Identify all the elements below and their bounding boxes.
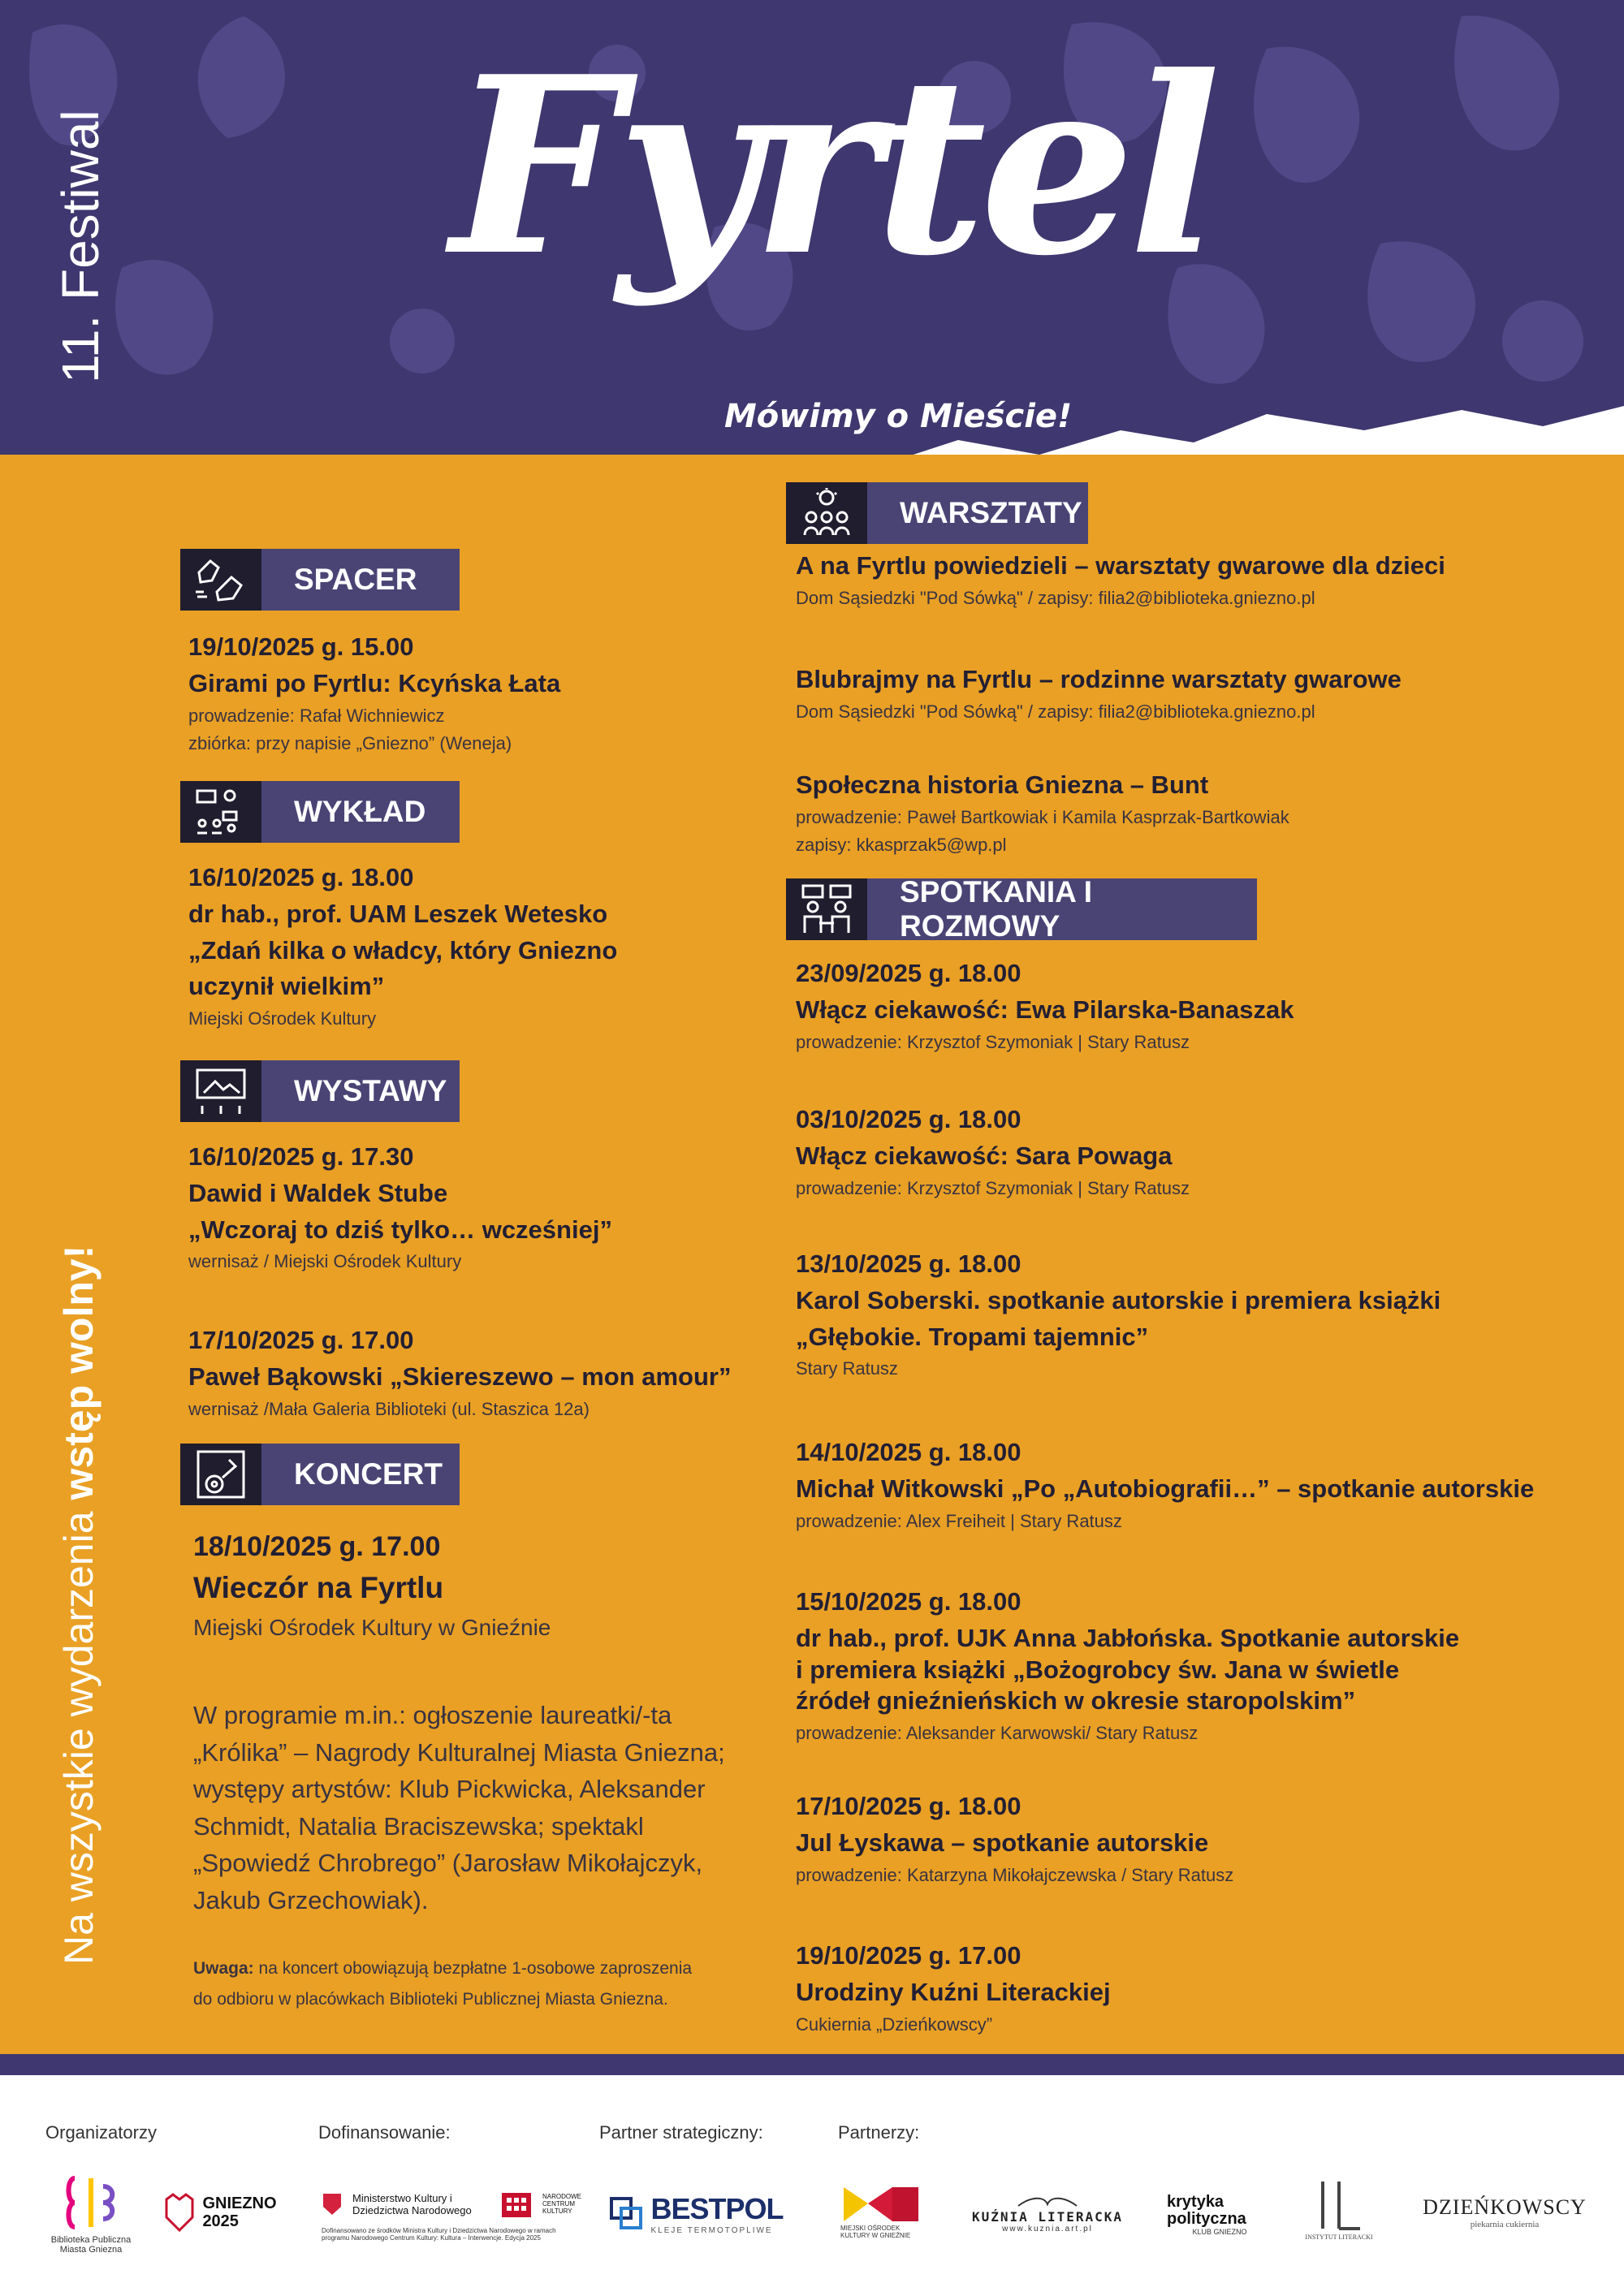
event-date: 19/10/2025 g. 15.00 xyxy=(188,632,414,661)
festival-subtitle: Mówimy o Mieście! xyxy=(724,398,1073,435)
event-title-line: Jul Łyskawa – spotkanie autorskie xyxy=(796,1828,1209,1857)
note-label: Uwaga: xyxy=(193,1959,254,1978)
exhibition-icon xyxy=(180,1060,261,1122)
event-title-line: Włącz ciekawość: Ewa Pilarska-Banaszak xyxy=(796,995,1294,1024)
koncert-event xyxy=(193,1530,551,1647)
description-line: Jakub Grzechowiak). xyxy=(193,1885,429,1914)
event-title-line: „Wczoraj to dziś tylko… wcześniej” xyxy=(188,1215,612,1244)
event-date: 19/10/2025 g. 17.00 xyxy=(796,1941,1021,1970)
event-note: zapisy: kkasprzak5@wp.pl xyxy=(796,835,1007,856)
strategic-partner-label: Partner strategiczny: xyxy=(599,2122,763,2143)
organizers-label: Organizatorzy xyxy=(45,2122,157,2143)
event-note: Stary Ratusz xyxy=(796,1358,898,1379)
spacer-event xyxy=(188,632,560,761)
mok-logo: MIEJSKI OŚRODEK KULTURY W GNIEŹNIE xyxy=(836,2173,926,2250)
description-line: Schmidt, Natalia Braciszewska; spektakl xyxy=(193,1811,644,1841)
event-title: A na Fyrtlu powiedzieli – warsztaty gwarowe dla dzieci xyxy=(796,551,1445,580)
event-title-line: Karol Soberski. spotkanie autorskie i premiera książki xyxy=(796,1285,1441,1314)
event-note: wernisaż / Miejski Ośrodek Kultury xyxy=(188,1251,462,1272)
wystawa-event xyxy=(188,1142,612,1279)
ministry-logo: Ministerstwo Kultury i Dziedzictwa Narodowego NARODOWE CENTRUM KULTURY Dofinansowano ze środków Ministra Kultury i Dziedzictwa Narodowego w ramach programu Narodowego Centrum Kultury: Kultura – Interwencje. Edycja 2025 xyxy=(322,2191,581,2242)
section-spotkania-label: SPOTKANIA I ROZMOWY xyxy=(867,878,1257,940)
event-title: Blubrajmy na Fyrtlu – rodzinne warsztaty gwarowe xyxy=(796,665,1402,693)
event-note: Cukiernia „Dzieńkowscy” xyxy=(796,2013,993,2035)
event-date: 23/09/2025 g. 18.00 xyxy=(796,959,1021,987)
event-place: Miejski Ośrodek Kultury w Gnieźnie xyxy=(193,1614,551,1640)
section-warsztaty-label: WARSZTATY xyxy=(867,482,1088,544)
event-note: wernisaż /Mała Galeria Biblioteki (ul. Staszica 12a) xyxy=(188,1398,590,1419)
event-note: prowadzenie: Krzysztof Szymoniak | Stary Ratusz xyxy=(796,1031,1190,1052)
spotkanie-event xyxy=(796,1104,1190,1205)
event-title-line: dr hab., prof. UAM Leszek Wetesko xyxy=(188,899,608,928)
event-date: 14/10/2025 g. 18.00 xyxy=(796,1438,1021,1466)
event-note: prowadzenie: Krzysztof Szymoniak | Stary Ratusz xyxy=(796,1177,1190,1198)
event-title-line: „Głębokie. Tropami tajemnic” xyxy=(796,1322,1149,1351)
description-line: W programie m.in.: ogłoszenie laureatki/-ta xyxy=(193,1701,672,1729)
section-wystawy-label: WYSTAWY xyxy=(261,1060,460,1122)
event-date: 16/10/2025 g. 17.30 xyxy=(188,1142,414,1171)
festival-title: Fyrtel xyxy=(451,23,1215,309)
gniezno-2025-logo: GNIEZNO 2025 xyxy=(151,2184,289,2241)
spotkanie-event xyxy=(796,1940,1111,2041)
event-note: prowadzenie: Aleksander Karwowski/ Stary Ratusz xyxy=(796,1723,1199,1743)
event-title-line: i premiera książki „Bożogrobcy św. Jana w świetle xyxy=(796,1655,1400,1684)
note-text-2: do odbioru w placówkach Biblioteki Publicznej Miasta Gniezna. xyxy=(193,1989,668,2009)
event-place: Miejski Ośrodek Kultury xyxy=(188,1008,377,1029)
partners-label: Partnerzy: xyxy=(838,2122,920,2143)
event-date: 17/10/2025 g. 17.00 xyxy=(188,1326,414,1354)
library-logo: Biblioteka Publiczna Miasta Gniezna xyxy=(42,2160,140,2265)
walking-feet-icon xyxy=(180,549,261,611)
description-line: występy artystów: Klub Pickwicka, Aleksander xyxy=(193,1775,706,1804)
event-note: Dom Sąsiedzki "Pod Sówką" / zapisy: filia2@biblioteka.gniezno.pl xyxy=(796,701,1315,722)
warsztat-event xyxy=(796,550,1445,615)
section-wyklad-header xyxy=(180,781,460,843)
description-line: „Spowiedź Chrobrego” (Jarosław Mikołajczyk, xyxy=(193,1849,703,1878)
event-note: prowadzenie: Paweł Bartkowiak i Kamila Kasprzak-Bartkowiak xyxy=(796,806,1289,827)
wystawa-event xyxy=(188,1325,731,1426)
event-title-line: dr hab., prof. UJK Anna Jabłońska. Spotkanie autorskie xyxy=(796,1623,1460,1652)
spotkanie-event xyxy=(796,1437,1534,1538)
event-host: prowadzenie: Rafał Wichniewicz xyxy=(188,705,445,726)
event-title-line: Urodziny Kuźni Literackiej xyxy=(796,1977,1111,2006)
bestpol-logo: BESTPOL KLEJE TERMOTOPLIWE xyxy=(604,2181,788,2246)
warsztat-event xyxy=(796,664,1402,728)
event-title-line: Dawid i Waldek Stube xyxy=(188,1178,448,1207)
section-koncert-label: KONCERT xyxy=(261,1444,460,1505)
spotkanie-event xyxy=(796,1586,1459,1750)
spotkanie-event xyxy=(796,1249,1440,1386)
spotkanie-event xyxy=(796,958,1294,1059)
event-date: 17/10/2025 g. 18.00 xyxy=(796,1792,1021,1820)
event-title: Społeczna historia Gniezna – Bunt xyxy=(796,770,1209,799)
footer-divider xyxy=(0,2054,1624,2075)
warsztat-event xyxy=(796,770,1289,862)
event-title-line: „Zdań kilka o władcy, który Gniezno xyxy=(188,935,618,965)
festival-edition: 11. Festiwal xyxy=(51,110,110,383)
koncert-note xyxy=(193,1953,794,2015)
event-date: 03/10/2025 g. 18.00 xyxy=(796,1105,1021,1133)
event-title-line: źródeł gnieźnieńskich w okresie staropolskim” xyxy=(796,1686,1356,1716)
wyklad-event xyxy=(188,862,617,1036)
free-entry-banner: Na wszystkie wydarzenia wstęp wolny! xyxy=(56,1245,102,1965)
description-line: „Królika” – Nagrody Kulturalnej Miasta Gniezna; xyxy=(193,1737,725,1767)
section-spotkania-header xyxy=(786,875,1257,943)
note-text: na koncert obowiązują bezpłatne 1-osobowe zaproszenia xyxy=(253,1959,693,1978)
instytut-literacki-logo: INSTYTUT LITERACKI xyxy=(1294,2168,1384,2249)
event-title-line: Włącz ciekawość: Sara Powaga xyxy=(796,1141,1173,1170)
krytyka-polityczna-logo: krytyka polityczna KLUB GNIEZNO xyxy=(1167,2193,1247,2236)
event-date: 13/10/2025 g. 18.00 xyxy=(796,1249,1021,1278)
dzienkowscy-logo: DZIEŃKOWSCY piekarnia cukiernia xyxy=(1423,2195,1587,2229)
event-date: 15/10/2025 g. 18.00 xyxy=(796,1587,1021,1616)
section-wystawy-header xyxy=(180,1060,460,1122)
event-note: prowadzenie: Alex Freiheit | Stary Ratusz xyxy=(796,1510,1122,1531)
spotkanie-event xyxy=(796,1791,1233,1892)
section-spacer-header xyxy=(180,549,460,611)
section-warsztaty-header xyxy=(786,482,1088,544)
event-title-line: uczynił wielkim” xyxy=(188,972,385,1001)
section-wyklad-label: WYKŁAD xyxy=(261,781,460,843)
event-title: Girami po Fyrtlu: Kcyńska Łata xyxy=(188,668,561,697)
event-date: 16/10/2025 g. 18.00 xyxy=(188,863,414,891)
kuznia-literacka-logo: KUŹNIA LITERACKA www.kuznia.art.pl xyxy=(950,2181,1145,2246)
event-date: 18/10/2025 g. 17.00 xyxy=(193,1531,441,1562)
event-title: Wieczór na Fyrtlu xyxy=(193,1570,444,1604)
koncert-description xyxy=(193,1697,786,1918)
event-title-line: Paweł Bąkowski „Skiereszewo – mon amour” xyxy=(188,1362,732,1391)
conversation-icon xyxy=(786,878,867,940)
section-koncert-header xyxy=(180,1444,460,1505)
guitar-icon xyxy=(180,1444,261,1505)
event-meeting-point: zbiórka: przy napisie „Gniezno” (Weneja) xyxy=(188,733,512,754)
workshop-group-icon xyxy=(786,482,867,544)
event-title-line: Michał Witkowski „Po „Autobiografii…” – spotkanie autorskie xyxy=(796,1474,1535,1503)
funding-label: Dofinansowanie: xyxy=(318,2122,451,2143)
lecturer-icon xyxy=(180,781,261,843)
event-note: Dom Sąsiedzki "Pod Sówką" / zapisy: filia2@biblioteka.gniezno.pl xyxy=(796,587,1315,608)
section-spacer-label: SPACER xyxy=(261,549,460,611)
event-note: prowadzenie: Katarzyna Mikołajczewska / Stary Ratusz xyxy=(796,1864,1234,1885)
